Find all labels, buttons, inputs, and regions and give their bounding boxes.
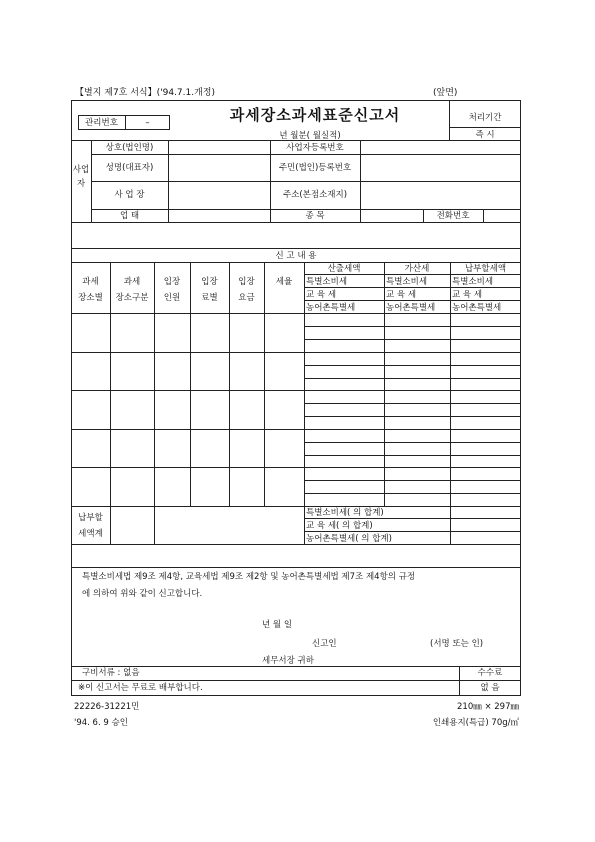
col-category-2: 장소구분 [115, 293, 149, 303]
payable-rural: 농어촌특별세 [452, 303, 502, 313]
additional-rural: 농어촌특별세 [386, 303, 436, 313]
declaration-date: 년 월 일 [262, 620, 293, 630]
place-label: 사 업 장 [114, 190, 145, 200]
payable-special: 특별소비세 [452, 277, 494, 287]
addressee: 세무서장 귀하 [262, 656, 314, 666]
col-place-1: 과세 [82, 277, 99, 287]
address-label: 주소(본점소재지) [282, 190, 348, 200]
free-note: ※이 신고서는 무료로 배부합니다. [78, 683, 203, 693]
col-visitors-2: 인원 [163, 293, 181, 303]
mgmt-no-value: – [145, 118, 150, 128]
signature-field: (서명 또는 인) [430, 639, 484, 649]
col-fee-type-1: 입장 [201, 277, 218, 287]
trade-name-label: 상호(법인명) [105, 143, 154, 153]
computed-rural: 농어촌특별세 [306, 303, 356, 313]
col-tax-rate: 세율 [275, 277, 293, 287]
name-label: 성명(대표자) [105, 163, 154, 173]
footer-paper: 인쇄용지(특급) 70g/㎡ [432, 718, 519, 728]
footer-approval: '94. 6. 9 승인 [74, 718, 128, 728]
col-place-2: 장소별 [78, 293, 103, 303]
additional-special: 특별소비세 [386, 277, 428, 287]
phone-label: 전화번호 [436, 211, 470, 221]
col-fee-type-2: 료별 [201, 293, 218, 303]
col-category-1: 과세 [123, 277, 141, 287]
item-label: 종 목 [305, 211, 325, 221]
total-special: 특별소비세( 의 합계) [306, 508, 384, 518]
col-fee-1: 입장 [238, 277, 255, 287]
business-side-label: 사업자 [72, 165, 90, 189]
documents-label: 구비서류 : 없음 [82, 668, 140, 678]
period-field: 년 월분( 월실적) [279, 131, 341, 141]
col-payable: 납부할세액 [464, 264, 507, 274]
biz-type-label: 업 태 [119, 211, 140, 221]
page-side: (앞면) [433, 88, 458, 98]
col-additional: 가산세 [404, 264, 430, 274]
report-heading: 신 고 내 용 [275, 251, 317, 261]
resident-no-label: 주민(법인)등록번호 [278, 163, 352, 173]
total-edu: 교 육 세( 의 합계) [306, 521, 373, 531]
fee-label: 수수료 [477, 668, 503, 678]
page-title: 과세장소과세표준신고서 [229, 106, 401, 124]
fee-value: 없 음 [480, 683, 500, 693]
total-rural: 농어촌특별세( 의 합계) [306, 534, 392, 544]
computed-special: 특별소비세 [306, 277, 348, 287]
total-label-1: 납부할 [78, 513, 103, 523]
footer-code: 22226-31221민 [74, 702, 140, 712]
mgmt-no-label: 관리번호 [85, 118, 118, 128]
computed-edu: 교 육 세 [306, 290, 337, 300]
additional-edu: 교 육 세 [386, 290, 417, 300]
total-label-2: 세액계 [78, 529, 103, 539]
reg-no-label: 사업자등록번호 [286, 143, 344, 153]
payable-edu: 교 육 세 [452, 290, 483, 300]
col-fee-2: 요금 [238, 293, 255, 303]
processing-label: 처리기간 [468, 113, 502, 123]
processing-value: 즉 시 [475, 130, 495, 140]
reporter-label: 신고인 [312, 639, 337, 649]
declaration-line1: 특별소비세법 제9조 제4항, 교육세법 제9조 제2항 및 농어촌특별세법 제7조 제4항의 규정 [82, 572, 416, 582]
col-computed: 산출세액 [327, 264, 361, 274]
form-number: 【별지 제7호 서식】('94.7.1.개정) [75, 88, 215, 98]
footer-size: 210㎜ × 297㎜ [457, 702, 519, 712]
col-visitors-1: 입장 [163, 277, 181, 287]
declaration-line2: 에 의하여 위와 같이 신고합니다. [82, 589, 203, 599]
